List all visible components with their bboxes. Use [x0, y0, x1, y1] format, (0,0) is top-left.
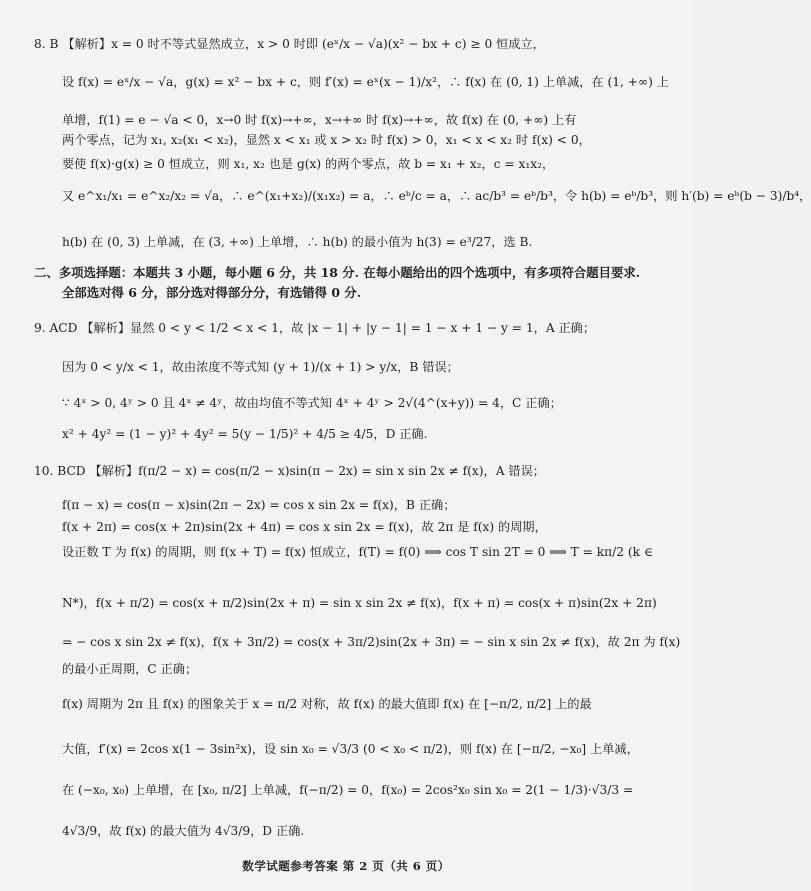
- q9-line-4: x² + 4y² = (1 − y)² + 4y² = 5(y − 1/5)² + 4/5 ≥ 4/5，D 正确.: [62, 427, 428, 441]
- q8-line-1: 8. B 【解析】x = 0 时不等式显然成立，x > 0 时即 (eˣ/x − √a)(x² − bx + c) ≥ 0 恒成立，: [34, 37, 545, 51]
- q10-line-7: 的最小正周期，C 正确；: [62, 662, 198, 676]
- q8-line-3: 单增，f(1) = e − √a < 0，x→0 时 f(x)→+∞，x→+∞ 时 f(x)→+∞，故 f(x) 在 (0, +∞) 上有: [62, 113, 577, 127]
- q9-line-2: 因为 0 < y/x < 1，故由浓度不等式知 (y + 1)/(x + 1) > y/x，B 错误；: [62, 360, 459, 374]
- q9-line-1: 9. ACD 【解析】显然 0 < y < 1/2 < x < 1，故 |x − 1| + |y − 1| = 1 − x + 1 − y = 1，A 正确；: [34, 321, 596, 335]
- q8-line-5: 要使 f(x)·g(x) ≥ 0 恒成立，则 x₁, x₂ 也是 g(x) 的两个零点，故 b = x₁ + x₂，c = x₁x₂，: [62, 157, 555, 171]
- q8-line-7: h(b) 在 (0, 3) 上单减，在 (3, +∞) 上单增，∴ h(b) 的最小值为 h(3) = e³/27，选 B.: [62, 235, 533, 249]
- q10-line-8: f(x) 周期为 2π 且 f(x) 的图象关于 x = π/2 对称，故 f(x) 的最大值即 f(x) 在 [−π/2, π/2] 上的最: [62, 697, 592, 711]
- section-heading: 二、多项选择题：本题共 3 小题，每小题 6 分，共 18 分. 在每小题给出的四个选项中，有多项符合题目要求.: [34, 265, 641, 280]
- q8-line-4: 两个零点，记为 x₁, x₂(x₁ < x₂)，显然 x < x₁ 或 x > x₂ 时 f(x) > 0，x₁ < x < x₂ 时 f(x) < 0，: [62, 133, 591, 147]
- q10-line-11: 4√3/9，故 f(x) 的最大值为 4√3/9，D 正确.: [62, 824, 305, 838]
- q8-line-6: 又 e^x₁/x₁ = e^x₂/x₂ = √a，∴ e^(x₁+x₂)/(x₁x₂) = a，∴ eᵇ/c = a，∴ ac/b³ = eᵇ/b³，令 h(b) = eᵇ/b³，则 h′(b) = eᵇ(b − 3)/b⁴，: [62, 189, 811, 203]
- section-heading-cont: 全部选对得 6 分，部分选对得部分分，有选错得 0 分.: [62, 285, 362, 300]
- q10-line-2: f(π − x) = cos(π − x)sin(2π − 2x) = cos x sin 2x = f(x)，B 正确；: [62, 498, 456, 512]
- q10-line-9: 大值，f′(x) = 2cos x(1 − 3sin²x)，设 sin x₀ = √3/3 (0 < x₀ < π/2)，则 f(x) 在 [−π/2, −x₀] 上单减，: [62, 742, 639, 756]
- q10-line-4: 设正数 T 为 f(x) 的周期，则 f(x + T) = f(x) 恒成立，f(T) = f(0) ⟹ cos T sin 2T = 0 ⟹ T = kπ/2 (k ∈: [62, 545, 653, 559]
- q10-line-5: N*)，f(x + π/2) = cos(x + π/2)sin(2x + π) = sin x sin 2x ≠ f(x)，f(x + π) = cos(x + π)sin(2x + 2π): [62, 596, 657, 610]
- q8-line-2: 设 f(x) = eˣ/x − √a，g(x) = x² − bx + c，则 f′(x) = eˣ(x − 1)/x²，∴ f(x) 在 (0, 1) 上单减，在 (1, +∞) 上: [62, 75, 669, 89]
- q10-line-1: 10. BCD 【解析】f(π/2 − x) = cos(π/2 − x)sin(π − 2x) = sin x sin 2x ≠ f(x)，A 错误；: [34, 464, 545, 478]
- q10-line-6: = − cos x sin 2x ≠ f(x)，f(x + 3π/2) = cos(x + 3π/2)sin(2x + 3π) = − sin x sin 2x ≠ f(x)，故 2π 为 f(x): [62, 635, 681, 649]
- q10-line-10: 在 (−x₀, x₀) 上单增，在 [x₀, π/2] 上单减，f(−π/2) = 0，f(x₀) = 2cos²x₀ sin x₀ = 2(1 − 1/3)·√3/3 =: [62, 783, 634, 797]
- q9-line-3: ∵ 4ˣ > 0, 4ʸ > 0 且 4ˣ ≠ 4ʸ，故由均值不等式知 4ˣ + 4ʸ > 2√(4^(x+y)) = 4，C 正确；: [62, 396, 562, 410]
- page-footer: 数学试题参考答案 第 2 页（共 6 页）: [242, 859, 450, 873]
- q10-line-3: f(x + 2π) = cos(x + 2π)sin(2x + 4π) = cos x sin 2x = f(x)，故 2π 是 f(x) 的周期，: [62, 520, 547, 534]
